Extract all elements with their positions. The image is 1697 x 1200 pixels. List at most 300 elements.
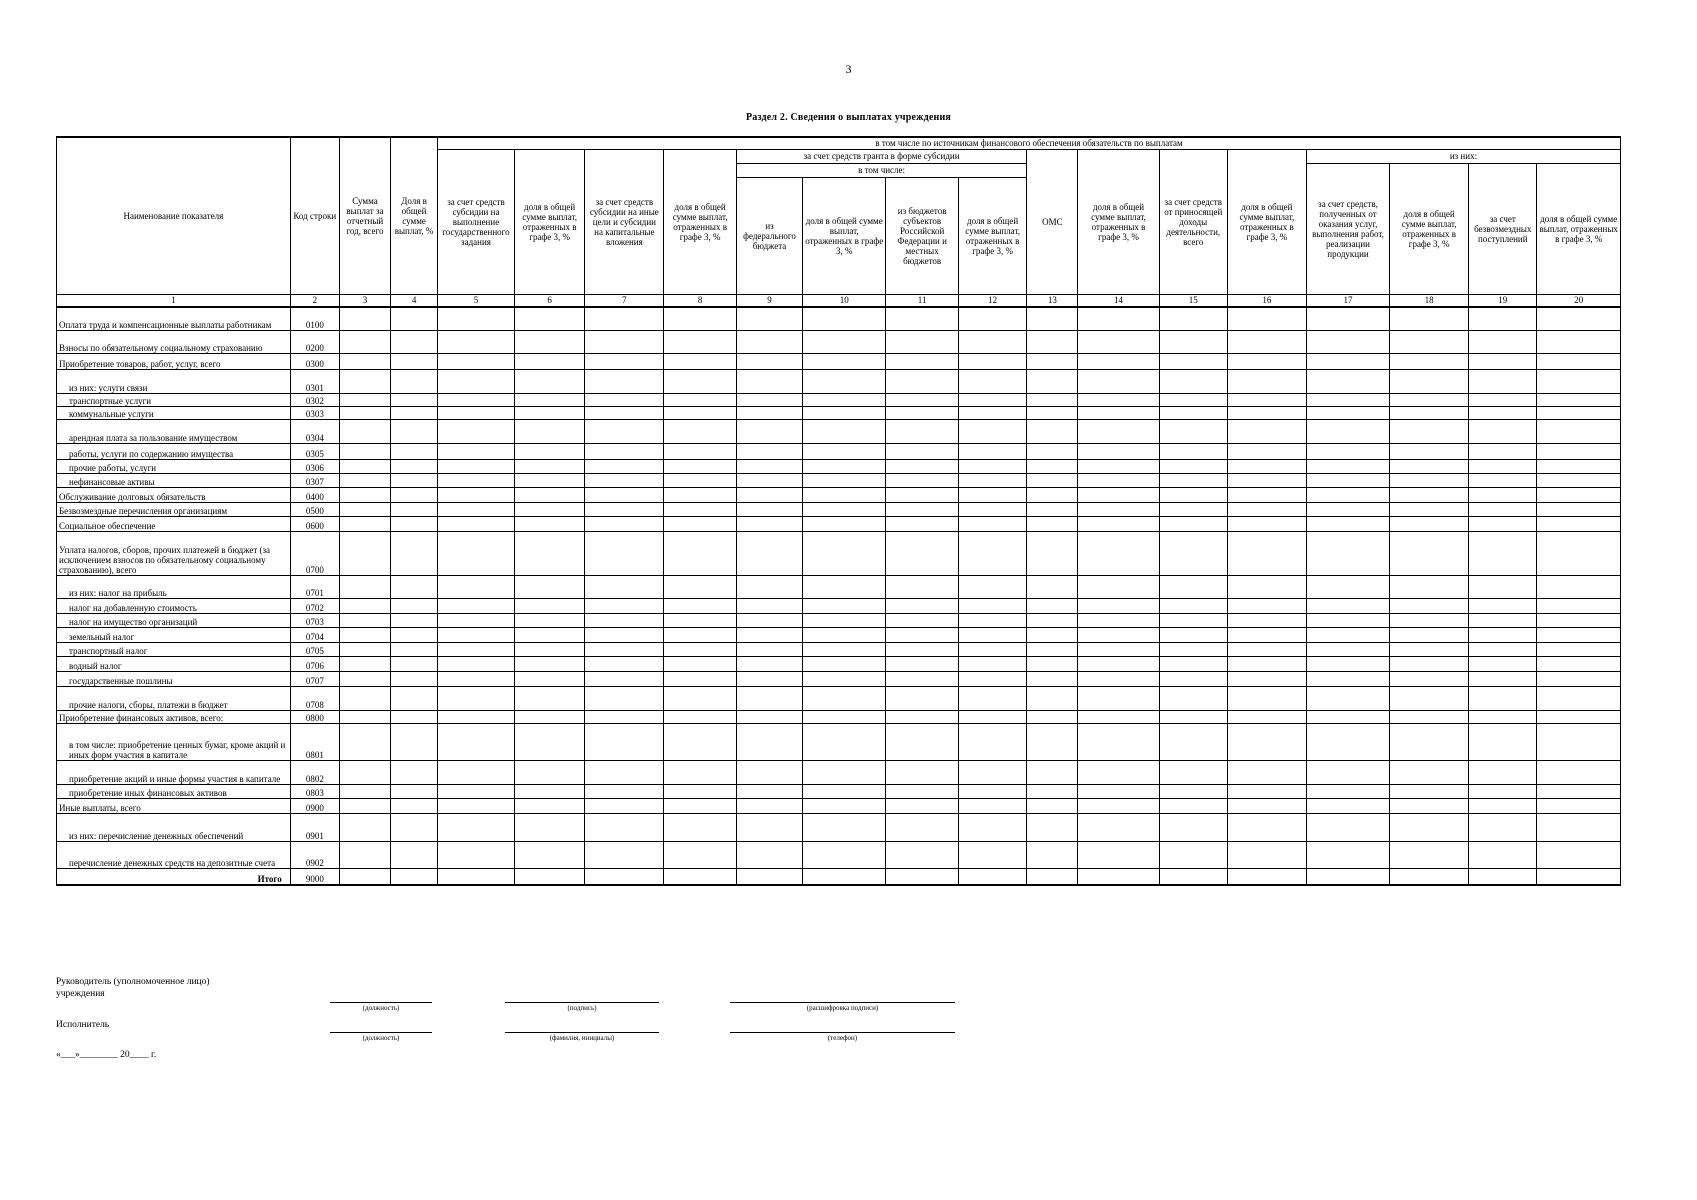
value-cell-col-7[interactable] [585, 814, 664, 842]
value-cell-col-16[interactable] [1227, 394, 1306, 407]
value-cell-col-16[interactable] [1227, 370, 1306, 394]
value-cell-col-15[interactable] [1159, 687, 1227, 711]
value-cell-col-3[interactable] [339, 394, 390, 407]
value-cell-col-13[interactable] [1027, 576, 1078, 599]
value-cell-col-15[interactable] [1159, 444, 1227, 460]
value-cell-col-10[interactable] [803, 407, 886, 420]
value-cell-col-8[interactable] [664, 517, 737, 532]
value-cell-col-13[interactable] [1027, 488, 1078, 503]
value-cell-col-6[interactable] [514, 643, 584, 657]
value-cell-col-8[interactable] [664, 420, 737, 444]
value-cell-col-15[interactable] [1159, 576, 1227, 599]
value-cell-col-16[interactable] [1227, 599, 1306, 614]
value-cell-col-17[interactable] [1306, 503, 1389, 517]
value-cell-col-3[interactable] [339, 460, 390, 474]
value-cell-col-3[interactable] [339, 657, 390, 672]
value-cell-col-15[interactable] [1159, 599, 1227, 614]
value-cell-col-12[interactable] [958, 799, 1026, 814]
value-cell-col-13[interactable] [1027, 460, 1078, 474]
value-cell-col-7[interactable] [585, 474, 664, 488]
value-cell-col-12[interactable] [958, 444, 1026, 460]
value-cell-col-3[interactable] [339, 842, 390, 869]
value-cell-col-15[interactable] [1159, 420, 1227, 444]
value-cell-col-14[interactable] [1078, 614, 1159, 628]
value-cell-col-5[interactable] [438, 799, 515, 814]
value-cell-col-8[interactable] [664, 724, 737, 761]
value-cell-col-8[interactable] [664, 354, 737, 370]
value-cell-col-9[interactable] [736, 307, 802, 331]
value-cell-col-15[interactable] [1159, 614, 1227, 628]
value-cell-col-14[interactable] [1078, 814, 1159, 842]
value-cell-col-8[interactable] [664, 799, 737, 814]
value-cell-col-5[interactable] [438, 354, 515, 370]
value-cell-col-3[interactable] [339, 488, 390, 503]
value-cell-col-17[interactable] [1306, 724, 1389, 761]
value-cell-col-17[interactable] [1306, 599, 1389, 614]
value-cell-col-11[interactable] [886, 460, 959, 474]
value-cell-col-12[interactable] [958, 576, 1026, 599]
value-cell-col-16[interactable] [1227, 614, 1306, 628]
value-cell-col-9[interactable] [736, 407, 802, 420]
value-cell-col-6[interactable] [514, 657, 584, 672]
value-cell-col-10[interactable] [803, 354, 886, 370]
value-cell-col-12[interactable] [958, 657, 1026, 672]
value-cell-col-5[interactable] [438, 370, 515, 394]
value-cell-col-17[interactable] [1306, 444, 1389, 460]
value-cell-col-7[interactable] [585, 444, 664, 460]
value-cell-col-15[interactable] [1159, 657, 1227, 672]
value-cell-col-20[interactable] [1537, 517, 1621, 532]
value-cell-col-9[interactable] [736, 503, 802, 517]
value-cell-col-16[interactable] [1227, 711, 1306, 724]
value-cell-col-4[interactable] [391, 785, 438, 799]
value-cell-col-17[interactable] [1306, 657, 1389, 672]
value-cell-col-10[interactable] [803, 799, 886, 814]
value-cell-col-6[interactable] [514, 869, 584, 885]
value-cell-col-8[interactable] [664, 331, 737, 354]
value-cell-col-4[interactable] [391, 614, 438, 628]
value-cell-col-7[interactable] [585, 407, 664, 420]
value-cell-col-5[interactable] [438, 657, 515, 672]
value-cell-col-12[interactable] [958, 331, 1026, 354]
value-cell-col-19[interactable] [1469, 444, 1537, 460]
value-cell-col-10[interactable] [803, 420, 886, 444]
value-cell-col-4[interactable] [391, 711, 438, 724]
value-cell-col-19[interactable] [1469, 532, 1537, 576]
value-cell-col-19[interactable] [1469, 407, 1537, 420]
value-cell-col-11[interactable] [886, 517, 959, 532]
value-cell-col-7[interactable] [585, 517, 664, 532]
value-cell-col-13[interactable] [1027, 599, 1078, 614]
value-cell-col-17[interactable] [1306, 799, 1389, 814]
value-cell-col-15[interactable] [1159, 628, 1227, 643]
value-cell-col-9[interactable] [736, 724, 802, 761]
value-cell-col-5[interactable] [438, 614, 515, 628]
value-cell-col-6[interactable] [514, 614, 584, 628]
value-cell-col-17[interactable] [1306, 407, 1389, 420]
value-cell-col-20[interactable] [1537, 599, 1621, 614]
value-cell-col-5[interactable] [438, 517, 515, 532]
value-cell-col-7[interactable] [585, 488, 664, 503]
value-cell-col-16[interactable] [1227, 657, 1306, 672]
value-cell-col-4[interactable] [391, 814, 438, 842]
value-cell-col-5[interactable] [438, 643, 515, 657]
value-cell-col-14[interactable] [1078, 842, 1159, 869]
value-cell-col-19[interactable] [1469, 643, 1537, 657]
value-cell-col-3[interactable] [339, 407, 390, 420]
value-cell-col-9[interactable] [736, 532, 802, 576]
value-cell-col-12[interactable] [958, 532, 1026, 576]
value-cell-col-16[interactable] [1227, 842, 1306, 869]
value-cell-col-4[interactable] [391, 420, 438, 444]
value-cell-col-8[interactable] [664, 761, 737, 785]
value-cell-col-13[interactable] [1027, 724, 1078, 761]
value-cell-col-18[interactable] [1390, 711, 1469, 724]
value-cell-col-5[interactable] [438, 488, 515, 503]
value-cell-col-9[interactable] [736, 576, 802, 599]
value-cell-col-10[interactable] [803, 532, 886, 576]
value-cell-col-10[interactable] [803, 711, 886, 724]
value-cell-col-15[interactable] [1159, 799, 1227, 814]
value-cell-col-7[interactable] [585, 643, 664, 657]
value-cell-col-18[interactable] [1390, 532, 1469, 576]
value-cell-col-4[interactable] [391, 474, 438, 488]
value-cell-col-4[interactable] [391, 370, 438, 394]
value-cell-col-20[interactable] [1537, 503, 1621, 517]
value-cell-col-11[interactable] [886, 814, 959, 842]
value-cell-col-20[interactable] [1537, 628, 1621, 643]
value-cell-col-17[interactable] [1306, 370, 1389, 394]
value-cell-col-3[interactable] [339, 814, 390, 842]
value-cell-col-6[interactable] [514, 370, 584, 394]
value-cell-col-7[interactable] [585, 711, 664, 724]
value-cell-col-19[interactable] [1469, 842, 1537, 869]
value-cell-col-20[interactable] [1537, 420, 1621, 444]
value-cell-col-14[interactable] [1078, 394, 1159, 407]
value-cell-col-8[interactable] [664, 460, 737, 474]
value-cell-col-5[interactable] [438, 687, 515, 711]
value-cell-col-13[interactable] [1027, 628, 1078, 643]
value-cell-col-3[interactable] [339, 614, 390, 628]
value-cell-col-17[interactable] [1306, 488, 1389, 503]
value-cell-col-4[interactable] [391, 503, 438, 517]
value-cell-col-14[interactable] [1078, 869, 1159, 885]
value-cell-col-3[interactable] [339, 331, 390, 354]
value-cell-col-6[interactable] [514, 724, 584, 761]
value-cell-col-9[interactable] [736, 614, 802, 628]
value-cell-col-17[interactable] [1306, 460, 1389, 474]
value-cell-col-18[interactable] [1390, 814, 1469, 842]
value-cell-col-12[interactable] [958, 370, 1026, 394]
value-cell-col-3[interactable] [339, 643, 390, 657]
value-cell-col-18[interactable] [1390, 761, 1469, 785]
value-cell-col-9[interactable] [736, 687, 802, 711]
value-cell-col-5[interactable] [438, 460, 515, 474]
value-cell-col-10[interactable] [803, 614, 886, 628]
value-cell-col-6[interactable] [514, 503, 584, 517]
value-cell-col-14[interactable] [1078, 370, 1159, 394]
value-cell-col-12[interactable] [958, 869, 1026, 885]
value-cell-col-6[interactable] [514, 628, 584, 643]
value-cell-col-8[interactable] [664, 407, 737, 420]
value-cell-col-11[interactable] [886, 672, 959, 687]
value-cell-col-3[interactable] [339, 444, 390, 460]
value-cell-col-7[interactable] [585, 532, 664, 576]
value-cell-col-11[interactable] [886, 628, 959, 643]
value-cell-col-5[interactable] [438, 307, 515, 331]
value-cell-col-14[interactable] [1078, 785, 1159, 799]
value-cell-col-15[interactable] [1159, 407, 1227, 420]
value-cell-col-6[interactable] [514, 517, 584, 532]
value-cell-col-4[interactable] [391, 628, 438, 643]
value-cell-col-20[interactable] [1537, 488, 1621, 503]
value-cell-col-3[interactable] [339, 761, 390, 785]
value-cell-col-6[interactable] [514, 354, 584, 370]
value-cell-col-20[interactable] [1537, 724, 1621, 761]
value-cell-col-16[interactable] [1227, 643, 1306, 657]
value-cell-col-11[interactable] [886, 614, 959, 628]
value-cell-col-11[interactable] [886, 785, 959, 799]
value-cell-col-9[interactable] [736, 420, 802, 444]
value-cell-col-3[interactable] [339, 672, 390, 687]
value-cell-col-11[interactable] [886, 869, 959, 885]
value-cell-col-19[interactable] [1469, 657, 1537, 672]
value-cell-col-17[interactable] [1306, 532, 1389, 576]
value-cell-col-20[interactable] [1537, 814, 1621, 842]
value-cell-col-15[interactable] [1159, 643, 1227, 657]
value-cell-col-16[interactable] [1227, 672, 1306, 687]
value-cell-col-13[interactable] [1027, 307, 1078, 331]
value-cell-col-10[interactable] [803, 460, 886, 474]
value-cell-col-4[interactable] [391, 532, 438, 576]
value-cell-col-20[interactable] [1537, 842, 1621, 869]
value-cell-col-16[interactable] [1227, 687, 1306, 711]
value-cell-col-16[interactable] [1227, 307, 1306, 331]
value-cell-col-11[interactable] [886, 799, 959, 814]
value-cell-col-5[interactable] [438, 724, 515, 761]
value-cell-col-6[interactable] [514, 711, 584, 724]
value-cell-col-7[interactable] [585, 724, 664, 761]
value-cell-col-7[interactable] [585, 842, 664, 869]
value-cell-col-13[interactable] [1027, 711, 1078, 724]
value-cell-col-20[interactable] [1537, 370, 1621, 394]
value-cell-col-12[interactable] [958, 599, 1026, 614]
value-cell-col-19[interactable] [1469, 331, 1537, 354]
value-cell-col-16[interactable] [1227, 799, 1306, 814]
value-cell-col-17[interactable] [1306, 576, 1389, 599]
value-cell-col-11[interactable] [886, 331, 959, 354]
value-cell-col-16[interactable] [1227, 331, 1306, 354]
value-cell-col-16[interactable] [1227, 460, 1306, 474]
value-cell-col-16[interactable] [1227, 576, 1306, 599]
value-cell-col-5[interactable] [438, 869, 515, 885]
value-cell-col-9[interactable] [736, 643, 802, 657]
value-cell-col-14[interactable] [1078, 474, 1159, 488]
value-cell-col-3[interactable] [339, 474, 390, 488]
value-cell-col-12[interactable] [958, 724, 1026, 761]
value-cell-col-19[interactable] [1469, 869, 1537, 885]
value-cell-col-13[interactable] [1027, 503, 1078, 517]
value-cell-col-13[interactable] [1027, 869, 1078, 885]
value-cell-col-3[interactable] [339, 420, 390, 444]
value-cell-col-4[interactable] [391, 307, 438, 331]
value-cell-col-3[interactable] [339, 799, 390, 814]
value-cell-col-18[interactable] [1390, 799, 1469, 814]
value-cell-col-14[interactable] [1078, 672, 1159, 687]
value-cell-col-7[interactable] [585, 307, 664, 331]
value-cell-col-3[interactable] [339, 503, 390, 517]
value-cell-col-14[interactable] [1078, 444, 1159, 460]
value-cell-col-7[interactable] [585, 331, 664, 354]
value-cell-col-15[interactable] [1159, 711, 1227, 724]
value-cell-col-19[interactable] [1469, 599, 1537, 614]
value-cell-col-5[interactable] [438, 474, 515, 488]
value-cell-col-19[interactable] [1469, 687, 1537, 711]
value-cell-col-6[interactable] [514, 331, 584, 354]
value-cell-col-13[interactable] [1027, 444, 1078, 460]
value-cell-col-6[interactable] [514, 672, 584, 687]
value-cell-col-16[interactable] [1227, 869, 1306, 885]
value-cell-col-4[interactable] [391, 687, 438, 711]
value-cell-col-11[interactable] [886, 407, 959, 420]
value-cell-col-9[interactable] [736, 370, 802, 394]
value-cell-col-20[interactable] [1537, 799, 1621, 814]
value-cell-col-9[interactable] [736, 474, 802, 488]
value-cell-col-18[interactable] [1390, 643, 1469, 657]
value-cell-col-10[interactable] [803, 576, 886, 599]
value-cell-col-12[interactable] [958, 687, 1026, 711]
value-cell-col-17[interactable] [1306, 869, 1389, 885]
value-cell-col-16[interactable] [1227, 532, 1306, 576]
value-cell-col-5[interactable] [438, 785, 515, 799]
value-cell-col-15[interactable] [1159, 842, 1227, 869]
value-cell-col-7[interactable] [585, 614, 664, 628]
value-cell-col-8[interactable] [664, 370, 737, 394]
value-cell-col-4[interactable] [391, 331, 438, 354]
value-cell-col-9[interactable] [736, 354, 802, 370]
value-cell-col-4[interactable] [391, 643, 438, 657]
value-cell-col-4[interactable] [391, 394, 438, 407]
value-cell-col-19[interactable] [1469, 420, 1537, 444]
value-cell-col-5[interactable] [438, 532, 515, 576]
value-cell-col-15[interactable] [1159, 724, 1227, 761]
value-cell-col-16[interactable] [1227, 420, 1306, 444]
value-cell-col-18[interactable] [1390, 628, 1469, 643]
value-cell-col-17[interactable] [1306, 814, 1389, 842]
value-cell-col-10[interactable] [803, 657, 886, 672]
value-cell-col-13[interactable] [1027, 687, 1078, 711]
value-cell-col-20[interactable] [1537, 407, 1621, 420]
value-cell-col-10[interactable] [803, 599, 886, 614]
value-cell-col-9[interactable] [736, 444, 802, 460]
value-cell-col-15[interactable] [1159, 460, 1227, 474]
value-cell-col-20[interactable] [1537, 354, 1621, 370]
value-cell-col-6[interactable] [514, 407, 584, 420]
value-cell-col-14[interactable] [1078, 761, 1159, 785]
value-cell-col-3[interactable] [339, 599, 390, 614]
value-cell-col-10[interactable] [803, 672, 886, 687]
value-cell-col-19[interactable] [1469, 488, 1537, 503]
value-cell-col-7[interactable] [585, 576, 664, 599]
value-cell-col-3[interactable] [339, 869, 390, 885]
value-cell-col-15[interactable] [1159, 331, 1227, 354]
value-cell-col-7[interactable] [585, 869, 664, 885]
value-cell-col-7[interactable] [585, 628, 664, 643]
value-cell-col-20[interactable] [1537, 394, 1621, 407]
value-cell-col-14[interactable] [1078, 643, 1159, 657]
value-cell-col-17[interactable] [1306, 354, 1389, 370]
value-cell-col-13[interactable] [1027, 407, 1078, 420]
value-cell-col-10[interactable] [803, 869, 886, 885]
value-cell-col-6[interactable] [514, 394, 584, 407]
value-cell-col-18[interactable] [1390, 394, 1469, 407]
value-cell-col-16[interactable] [1227, 354, 1306, 370]
value-cell-col-10[interactable] [803, 488, 886, 503]
value-cell-col-18[interactable] [1390, 407, 1469, 420]
value-cell-col-12[interactable] [958, 474, 1026, 488]
value-cell-col-8[interactable] [664, 785, 737, 799]
value-cell-col-4[interactable] [391, 354, 438, 370]
value-cell-col-19[interactable] [1469, 614, 1537, 628]
value-cell-col-17[interactable] [1306, 842, 1389, 869]
value-cell-col-7[interactable] [585, 460, 664, 474]
value-cell-col-16[interactable] [1227, 814, 1306, 842]
value-cell-col-18[interactable] [1390, 307, 1469, 331]
value-cell-col-10[interactable] [803, 517, 886, 532]
value-cell-col-8[interactable] [664, 869, 737, 885]
value-cell-col-12[interactable] [958, 842, 1026, 869]
value-cell-col-8[interactable] [664, 628, 737, 643]
value-cell-col-13[interactable] [1027, 354, 1078, 370]
value-cell-col-16[interactable] [1227, 444, 1306, 460]
value-cell-col-15[interactable] [1159, 869, 1227, 885]
value-cell-col-13[interactable] [1027, 517, 1078, 532]
value-cell-col-9[interactable] [736, 394, 802, 407]
value-cell-col-13[interactable] [1027, 799, 1078, 814]
value-cell-col-19[interactable] [1469, 785, 1537, 799]
value-cell-col-9[interactable] [736, 599, 802, 614]
value-cell-col-10[interactable] [803, 331, 886, 354]
value-cell-col-10[interactable] [803, 842, 886, 869]
value-cell-col-19[interactable] [1469, 761, 1537, 785]
value-cell-col-12[interactable] [958, 420, 1026, 444]
value-cell-col-10[interactable] [803, 761, 886, 785]
value-cell-col-4[interactable] [391, 869, 438, 885]
value-cell-col-14[interactable] [1078, 307, 1159, 331]
value-cell-col-3[interactable] [339, 785, 390, 799]
value-cell-col-18[interactable] [1390, 460, 1469, 474]
value-cell-col-7[interactable] [585, 761, 664, 785]
value-cell-col-3[interactable] [339, 354, 390, 370]
value-cell-col-20[interactable] [1537, 614, 1621, 628]
value-cell-col-3[interactable] [339, 711, 390, 724]
value-cell-col-14[interactable] [1078, 599, 1159, 614]
value-cell-col-13[interactable] [1027, 420, 1078, 444]
value-cell-col-20[interactable] [1537, 307, 1621, 331]
value-cell-col-20[interactable] [1537, 672, 1621, 687]
value-cell-col-8[interactable] [664, 532, 737, 576]
value-cell-col-18[interactable] [1390, 444, 1469, 460]
value-cell-col-20[interactable] [1537, 711, 1621, 724]
value-cell-col-5[interactable] [438, 394, 515, 407]
value-cell-col-12[interactable] [958, 672, 1026, 687]
value-cell-col-9[interactable] [736, 488, 802, 503]
value-cell-col-19[interactable] [1469, 354, 1537, 370]
value-cell-col-13[interactable] [1027, 761, 1078, 785]
value-cell-col-13[interactable] [1027, 474, 1078, 488]
value-cell-col-6[interactable] [514, 474, 584, 488]
value-cell-col-4[interactable] [391, 799, 438, 814]
